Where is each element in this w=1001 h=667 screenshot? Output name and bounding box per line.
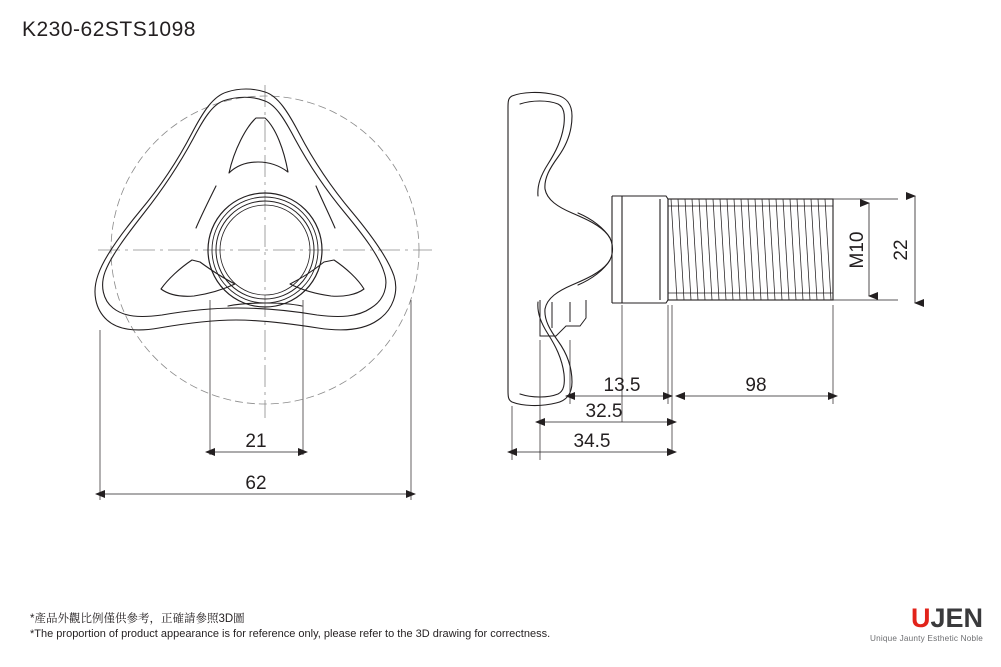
side-view (508, 92, 915, 460)
brand-wordmark (793, 604, 983, 632)
threaded-shank (668, 199, 833, 300)
dim-label-13-5: 13.5 (603, 375, 641, 396)
brand-tagline: Unique Jaunty Esthetic Noble (869, 634, 983, 643)
collar-outline (612, 196, 668, 303)
dim-label-21: 21 (245, 431, 267, 452)
dim-label-34-5: 34.5 (573, 431, 611, 452)
footnote-chinese: *產品外觀比例僅供參考，正確請參照3D圖 (30, 613, 245, 625)
dim-label-22: 22 (891, 239, 912, 261)
footnote-english: *The proportion of product appearance is for reference only, please refer to the 3D drawing for correctness. (30, 628, 551, 640)
dim-label-m10: M10 (847, 231, 868, 269)
page-title: K230-62STS1098 (22, 18, 196, 41)
dim-label-32-5: 32.5 (585, 401, 623, 422)
dim-label-98: 98 (745, 375, 767, 396)
retaining-clip-detail (540, 300, 586, 336)
knob-side-outline (508, 92, 613, 405)
front-view (95, 85, 432, 500)
brand-name-main: JEN (930, 603, 983, 633)
dim-label-62: 62 (245, 473, 267, 494)
brand-logo (793, 604, 983, 650)
brand-name-accent: U (910, 603, 931, 633)
